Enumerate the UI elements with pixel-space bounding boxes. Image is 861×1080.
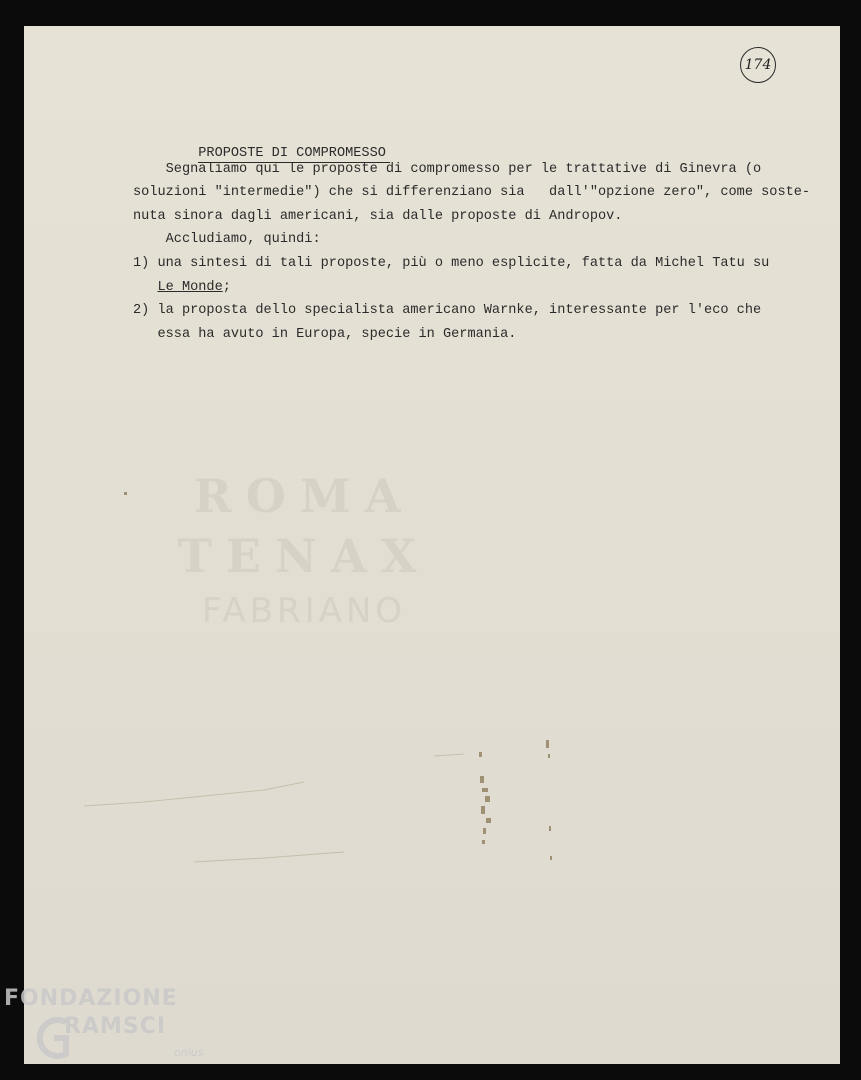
document-heading: PROPOSTE DI COMPROMESSO	[198, 145, 390, 163]
list-item-1-line-1: 1) una sintesi di tali proposte, più o meno esplicite, fatta da Michel Tatu su	[133, 255, 770, 271]
watermark-line-2: TENAX	[177, 529, 431, 583]
list-item-1-line-2	[133, 276, 793, 300]
typed-text-block	[133, 118, 811, 346]
list-item-2-line-2: essa ha avuto in Europa, specie in Germania.	[133, 326, 517, 342]
archive-logo	[4, 986, 224, 1076]
watermark-line-1: ROMA	[193, 469, 415, 523]
folio-number: 174	[740, 47, 776, 83]
paper-sheet	[24, 26, 840, 1064]
watermark-line-3: FABRIANO	[201, 591, 407, 631]
paragraph-line: Segnaliamo qui le proposte di compromesso per le trattative di Ginevra (o	[133, 161, 762, 177]
logo-line-3: onlus	[174, 1046, 204, 1059]
paragraph-line: soluzioni "intermedie") che si differenziano sia dall'"opzione zero", come soste-	[133, 185, 811, 201]
source-title: Le Monde	[157, 279, 223, 295]
paragraph-line: nuta sinora dagli americani, sia dalle proposte di Andropov.	[133, 208, 623, 224]
source-punctuation: ;	[222, 279, 231, 295]
logo-line-2: RAMSCI	[64, 1014, 167, 1039]
heading-line	[133, 118, 793, 161]
list-item-2-line-1: 2) la proposta dello specialista americano Warnke, interessante per l'eco che	[133, 303, 762, 319]
logo-line-1: FONDAZIONE	[4, 986, 178, 1011]
enclosure-intro: Accludiamo, quindi:	[133, 232, 321, 248]
